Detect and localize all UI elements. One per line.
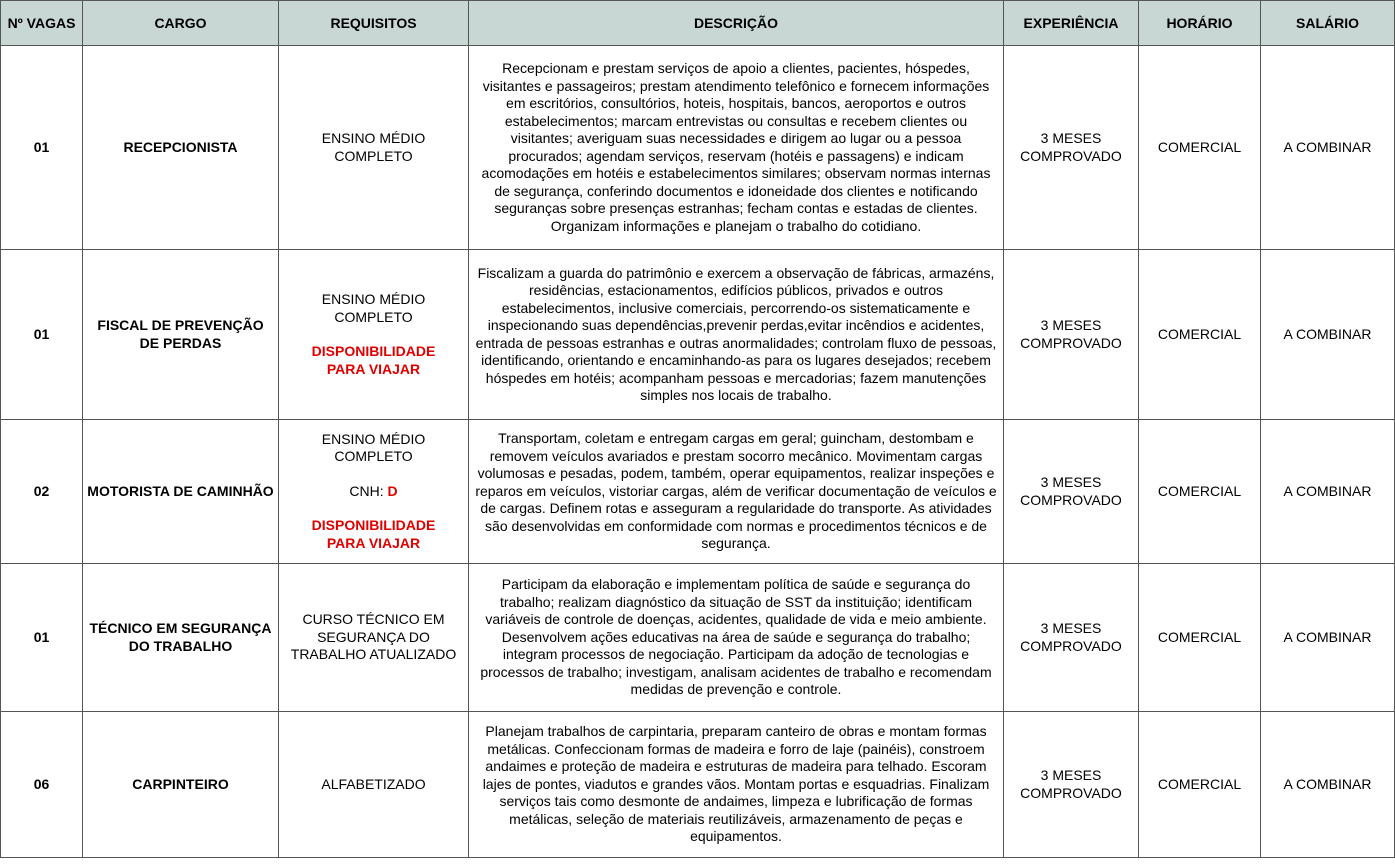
table-row xyxy=(1,712,1395,858)
experiencia-cell: 3 MESES COMPROVADO xyxy=(1004,250,1139,420)
descricao-cell: Transportam, coletam e entregam cargas em geral; guincham, destombam e removem veículos avariados e prestam socorro mecânico. Movimentam cargas volumosas e pesadas, podem, também, operar equipamentos, realizar inspeções e reparos em veículos, vistoriar cargas, além de verificar documentação de veículos e de cargas. Definem rotas e asseguram a regularidade do transporte. As atividades são desenvolvidas em conformidade com normas e procedimentos técnicos e de segurança. xyxy=(469,420,1004,564)
cnh-category: D xyxy=(387,482,398,499)
req-line: ENSINO MÉDIO xyxy=(321,291,426,307)
req-spacer xyxy=(283,500,464,517)
salario-cell: A COMBINAR xyxy=(1261,712,1395,858)
vagas-cell: 01 xyxy=(1,46,83,250)
descricao-cell: Fiscalizam a guarda do patrimônio e exercem a observação de fábricas, armazéns, residências, estacionamentos, edifícios públicos, privados e outros estabelecimentos, inclusive comerciais, percorrendo-os sistematicamente e inspecionando suas dependências,prevenir perdas,evitar incêndios e acidentes, entrada de pessoas estranhas e outras anormalidades; controlam fluxo de pessoas, identificando, orientando e encaminhando-as para os lugares desejados; recebem hóspedes em hotéis; acompanham pessoas e mercadorias; fazem manutenções simples nos locais de trabalho. xyxy=(469,250,1004,420)
requisitos-cell xyxy=(279,420,469,564)
experiencia-cell: 3 MESES COMPROVADO xyxy=(1004,46,1139,250)
table-row xyxy=(1,420,1395,564)
header-horario: HORÁRIO xyxy=(1139,1,1261,46)
salario-cell: A COMBINAR xyxy=(1261,564,1395,712)
descricao-cell: Participam da elaboração e implementam política de saúde e segurança do trabalho; realizam diagnóstico da situação de SST da instituição; identificam variáveis de controle de doenças, acidentes, qualidade de vida e meio ambiente. Desenvolvem ações educativas na área de saúde e segurança do trabalho; integram processos de negociação. Participam da adoção de tecnologias e processos de trabalho; investigam, analisam acidentes de trabalho e recomendam medidas de prevenção e controle. xyxy=(469,564,1004,712)
header-cargo: CARGO xyxy=(83,1,279,46)
cargo-cell: FISCAL DE PREVENÇÃO DE PERDAS xyxy=(83,250,279,420)
cargo-cell: CARPINTEIRO xyxy=(83,712,279,858)
header-vagas: Nº VAGAS xyxy=(1,1,83,46)
req-line: ENSINO MÉDIO xyxy=(321,430,426,447)
horario-cell: COMERCIAL xyxy=(1139,564,1261,712)
vagas-cell: 01 xyxy=(1,250,83,420)
experiencia-cell: 3 MESES COMPROVADO xyxy=(1004,420,1139,564)
header-salario: SALÁRIO xyxy=(1261,1,1395,46)
cnh-label: CNH: xyxy=(349,482,388,499)
horario-cell: COMERCIAL xyxy=(1139,46,1261,250)
requisitos-cell xyxy=(279,712,469,858)
salario-cell: A COMBINAR xyxy=(1261,250,1395,420)
travel-availability: PARA VIAJAR xyxy=(326,360,421,377)
descricao-cell: Planejam trabalhos de carpintaria, preparam canteiro de obras e montam formas metálicas. Confeccionam formas de madeira e forro de laje (painéis), constroem andaimes e proteção de madeira e estruturas de madeira para telhado. Escoram lajes de pontes, viadutos e grandes vãos. Montam portas e esquadrias. Finalizam serviços tais como desmonte de andaimes, limpeza e lubrificação de formas metálicas, seleção de materiais reutilizáveis, armazenamento de peças e equipamentos. xyxy=(469,712,1004,858)
req-line: ENSINO MÉDIO xyxy=(321,130,426,146)
travel-availability: DISPONIBILIDADE xyxy=(311,517,436,534)
cargo-cell: RECEPCIONISTA xyxy=(83,46,279,250)
horario-cell: COMERCIAL xyxy=(1139,250,1261,420)
req-line: CURSO TÉCNICO EM SEGURANÇA DO TRABALHO ATUALIZADO xyxy=(290,611,457,663)
header-requisitos: REQUISITOS xyxy=(279,1,469,46)
table-row xyxy=(1,46,1395,250)
cargo-cell: MOTORISTA DE CAMINHÃO xyxy=(83,420,279,564)
travel-availability: PARA VIAJAR xyxy=(326,534,421,551)
header-experiencia: EXPERIÊNCIA xyxy=(1004,1,1139,46)
vagas-cell: 01 xyxy=(1,564,83,712)
header-descricao: DESCRIÇÃO xyxy=(469,1,1004,46)
descricao-cell: Recepcionam e prestam serviços de apoio a clientes, pacientes, hóspedes, visitantes e passageiros; prestam atendimento telefônico e fornecem informações em escritórios, consultórios, hoteis, hospitais, bancos, aeroportos e outros estabelecimentos; marcam entrevistas ou consultas e recebem clientes ou visitantes; averiguam suas necessidades e dirigem ao lugar ou a pessoa procurados; agendam serviços, reservam (hotéis e passagens) e indicam acomodações em hotéis e estabelecimentos similares; observam normas internas de segurança, conferindo documentos e idoneidade dos clientes e notificando seguranças sobre presenças estranhas; fecham contas e estadas de clientes. Organizam informações e planejam o trabalho do cotidiano. xyxy=(469,46,1004,250)
salario-cell: A COMBINAR xyxy=(1261,420,1395,564)
req-line: COMPLETO xyxy=(334,448,413,465)
requisitos-cell xyxy=(279,250,469,420)
vagas-cell: 06 xyxy=(1,712,83,858)
req-spacer xyxy=(283,326,464,343)
header-row xyxy=(1,1,1395,46)
travel-availability: DISPONIBILIDADE xyxy=(311,343,436,359)
cnh-line xyxy=(283,483,464,501)
experiencia-cell: 3 MESES COMPROVADO xyxy=(1004,564,1139,712)
horario-cell: COMERCIAL xyxy=(1139,712,1261,858)
req-line: ALFABETIZADO xyxy=(321,775,426,792)
salario-cell: A COMBINAR xyxy=(1261,46,1395,250)
vagas-cell: 02 xyxy=(1,420,83,564)
requisitos-cell xyxy=(279,46,469,250)
req-line: COMPLETO xyxy=(334,147,413,164)
experiencia-cell: 3 MESES COMPROVADO xyxy=(1004,712,1139,858)
cargo-cell: TÉCNICO EM SEGURANÇA DO TRABALHO xyxy=(83,564,279,712)
req-line: COMPLETO xyxy=(334,308,413,325)
requisitos-cell xyxy=(279,564,469,712)
req-spacer xyxy=(283,466,464,483)
table-row xyxy=(1,250,1395,420)
table-row xyxy=(1,564,1395,712)
horario-cell: COMERCIAL xyxy=(1139,420,1261,564)
